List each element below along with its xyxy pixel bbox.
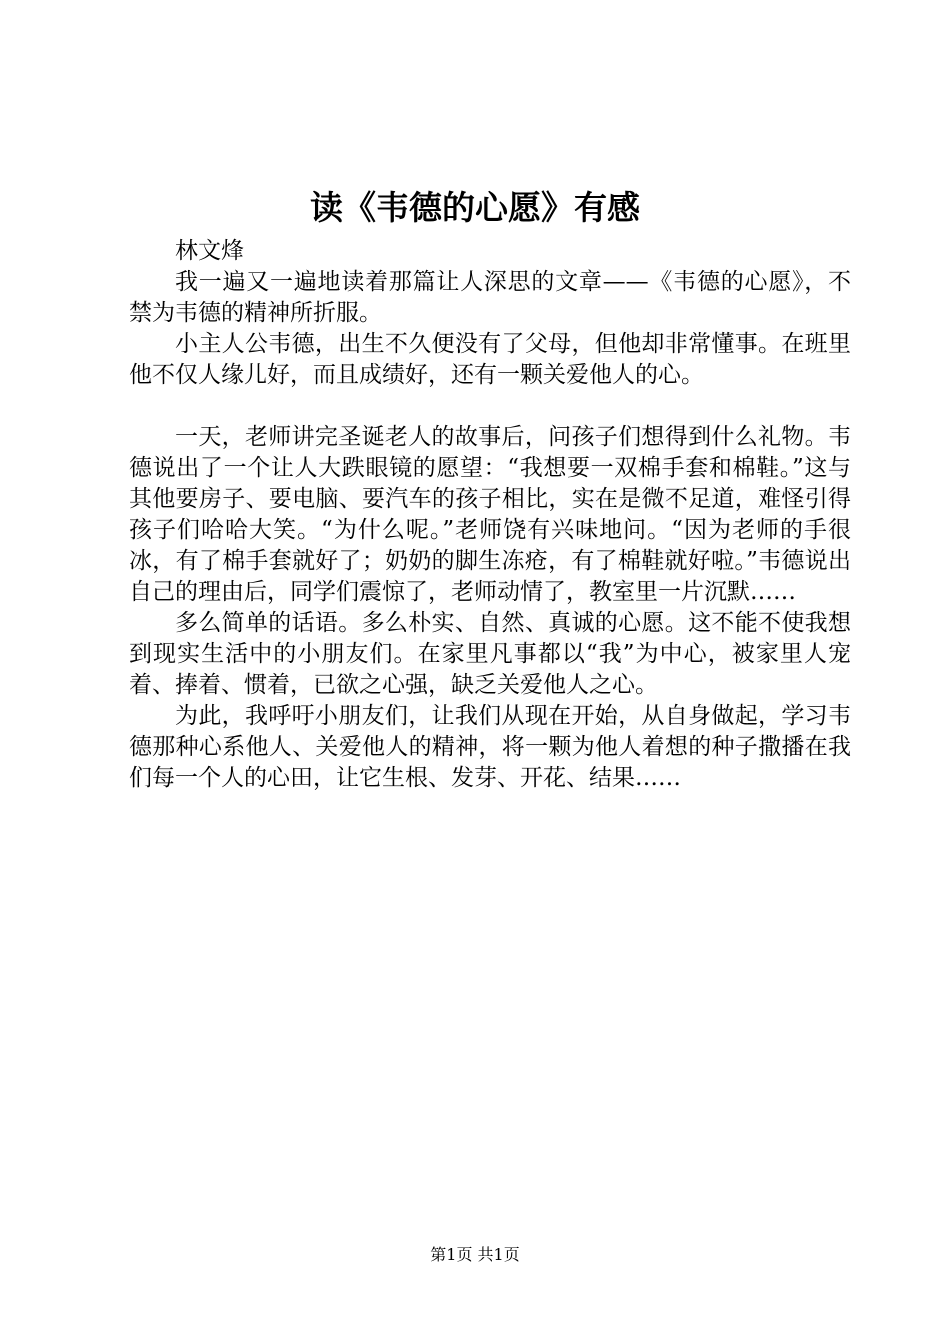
page-footer: 第1页 共1页 (430, 1245, 520, 1264)
blank-line (129, 391, 851, 422)
author-name: 林文烽 (175, 238, 244, 264)
paragraph-2: 小主人公韦德，出生不久便没有了父母，但他却非常懂事。在班里他不仅人缘儿好，而且成绩好，还有一颗关爱他人的心。 (129, 331, 851, 388)
paragraph-5: 为此，我呼吁小朋友们，让我们从现在开始，从自身做起，学习韦德那种心系他人、关爱他人的精神，将一颗为他人着想的种子撒播在我们每一个人的心田，让它生根、发芽、开花、结果…… (129, 703, 851, 791)
document-body (129, 236, 851, 794)
document-title: 读《韦德的心愿》有感 (310, 188, 640, 227)
paragraph-1: 我一遍又一遍地读着那篇让人深思的文章——《韦德的心愿》，不禁为韦德的精神所折服。 (129, 269, 851, 326)
paragraph-3: 一天，老师讲完圣诞老人的故事后，问孩子们想得到什么礼物。韦德说出了一个让人大跌眼镜的愿望：“我想要一双棉手套和棉鞋。”这与其他要房子、要电脑、要汽车的孩子相比，实在是微不足道，难怪引得孩子们哈哈大笑。“为什么呢。”老师饶有兴味地问。“因为老师的手很冰，有了棉手套就好了；奶奶的脚生冻疮，有了棉鞋就好啦。”韦德说出自己的理由后，同学们震惊了，老师动情了，教室里一片沉默…… (129, 424, 851, 605)
paragraph-4: 多么简单的话语。多么朴实、自然、真诚的心愿。这不能不使我想到现实生活中的小朋友们。在家里凡事都以“我”为中心，被家里人宠着、捧着、惯着，已欲之心强，缺乏关爱他人之心。 (129, 610, 851, 698)
